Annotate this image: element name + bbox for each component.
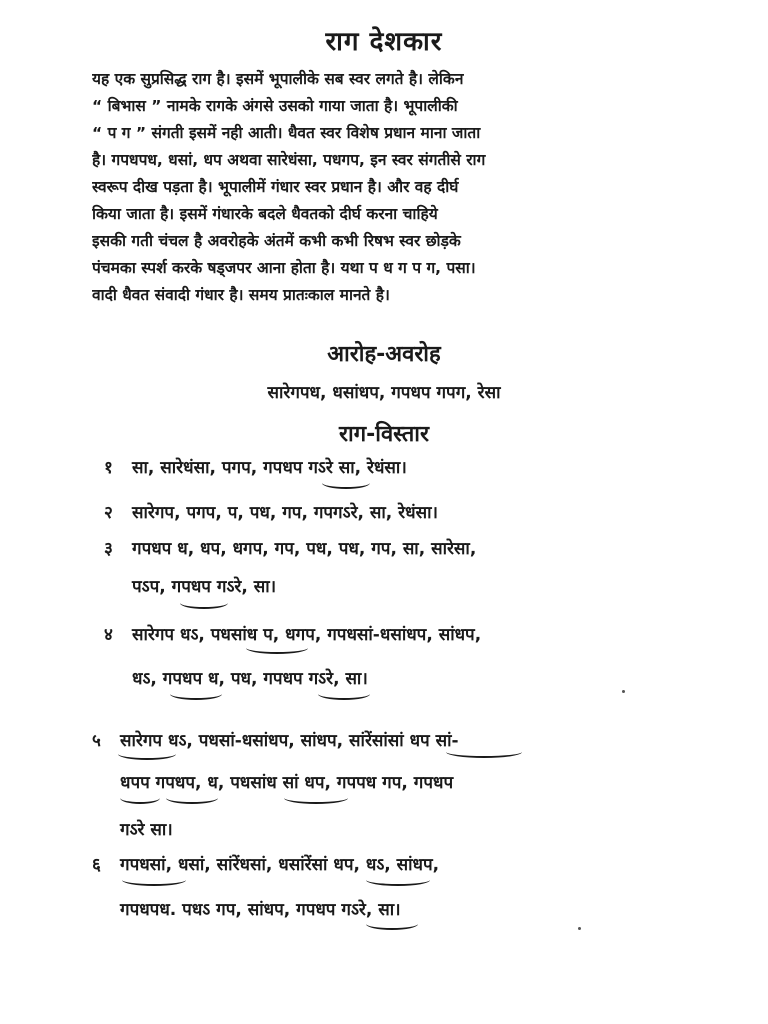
phrase-arc [120, 792, 160, 804]
page-title: राग देशकार [325, 27, 443, 57]
vistar-line-3-cont [104, 574, 276, 597]
vistar-line-2 [104, 500, 438, 523]
line-number: १ [104, 458, 113, 478]
notation-text: गपधपध. पधऽ गप, सांधप, गपधप गऽरे, सा। [120, 900, 401, 920]
vistar-line-3 [104, 536, 476, 559]
notation-text: गपधप ध, धप, धगप, गप, पध, पध, गप, सा, सारेसा, [132, 539, 477, 559]
notation-text: गपधसां, धसां, सांरेंधसां, धसांरेंसां धप, धऽ, सांधप, [120, 855, 440, 875]
vistar-line-4-cont [104, 666, 368, 689]
line-number: २ [104, 503, 113, 523]
phrase-arc [118, 748, 176, 760]
phrase-arc [166, 792, 218, 804]
phrase-arc [366, 874, 430, 886]
description-paragraph [92, 66, 662, 309]
line-number: ४ [104, 625, 113, 645]
notation-text: सारेगप धऽ, पधसांध प, धगप, गपधसां-धसांधप, सांधप, [132, 625, 482, 645]
notation-text: सा, सारेधंसा, पगप, गपधप गऽरे सा, रेधंसा। [132, 458, 407, 478]
scan-speck [578, 927, 581, 930]
notation-text: सारेगप धऽ, पधसां-धसांधप, सांधप, सांरेंसांसां धप सां- [120, 731, 459, 751]
phrase-arc [170, 688, 222, 700]
paragraph-line: है। गपधपध, धसां, धप अथवा सारेधंसा, पधगप, इन स्वर संगतीसे राग [92, 151, 486, 169]
notation-text: धपप गपधप, ध, पधसांध सां धप, गपपध गप, गपधप [120, 773, 454, 793]
phrase-arc [318, 688, 370, 700]
notation-text: धऽ, गपधप ध, पध, गपधप गऽरे, सा। [132, 669, 368, 689]
phrase-arc [284, 792, 348, 804]
paragraph-line: “ प ग ” संगती इसमें नही आती। धैवत स्वर विशेष प्रधान माना जाता [92, 124, 481, 142]
vistar-line-1 [104, 455, 407, 478]
phrase-arc [246, 642, 308, 654]
scan-speck [622, 690, 625, 693]
phrase-arc [322, 477, 370, 489]
raag-vistar-heading: राग-विस्तार [339, 422, 429, 447]
line-number: ५ [92, 731, 101, 751]
paragraph-line: यह एक सुप्रसिद्ध राग है। इसमें भूपालीके सब स्वर लगते है। लेकिन [92, 70, 464, 88]
aroh-avaroh-line: सारेगपध, धसांधप, गपधप गपग, रेसा [267, 383, 501, 403]
vistar-line-5-cont [92, 770, 453, 793]
notation-text: गऽरे सा। [120, 820, 173, 840]
aroh-avaroh-heading: आरोह-अवरोह [327, 342, 441, 367]
line-number: ६ [92, 855, 101, 875]
paragraph-line: इसकी गती चंचल है अवरोहके अंतमें कभी कभी रिषभ स्वर छोड़के [92, 232, 461, 250]
phrase-arc [180, 597, 228, 609]
notation-text: सारेगप, पगप, प, पध, गप, गपगऽरे, सा, रेधंसा। [132, 503, 438, 523]
phrase-arc [366, 918, 418, 930]
vistar-line-5-cont [92, 817, 173, 840]
notation-text: पऽप, गपधप गऽरे, सा। [132, 577, 277, 597]
phrase-arc [122, 874, 186, 886]
paragraph-line: “ बिभास ” नामके रागके अंगसे उसको गाया जाता है। भूपालीकी [92, 97, 458, 115]
paragraph-line: किया जाता है। इसमें गंधारके बदले धैवतको दीर्घ करना चाहिये [92, 205, 438, 223]
phrase-arc [446, 746, 522, 758]
vistar-line-6-cont [92, 897, 401, 920]
paragraph-line: वादी धैवत संवादी गंधार है। समय प्रातःकाल मानते है। [92, 286, 390, 304]
paragraph-line: पंचमका स्पर्श करके षड्जपर आना होता है। यथा प ध ग प ग, पसा। [92, 259, 476, 277]
vistar-line-6 [92, 852, 439, 875]
paragraph-line: स्वरूप दीख पड़ता है। भूपालीमें गंधार स्वर प्रधान है। और वह दीर्घ [92, 178, 459, 196]
line-number: ३ [104, 539, 113, 559]
